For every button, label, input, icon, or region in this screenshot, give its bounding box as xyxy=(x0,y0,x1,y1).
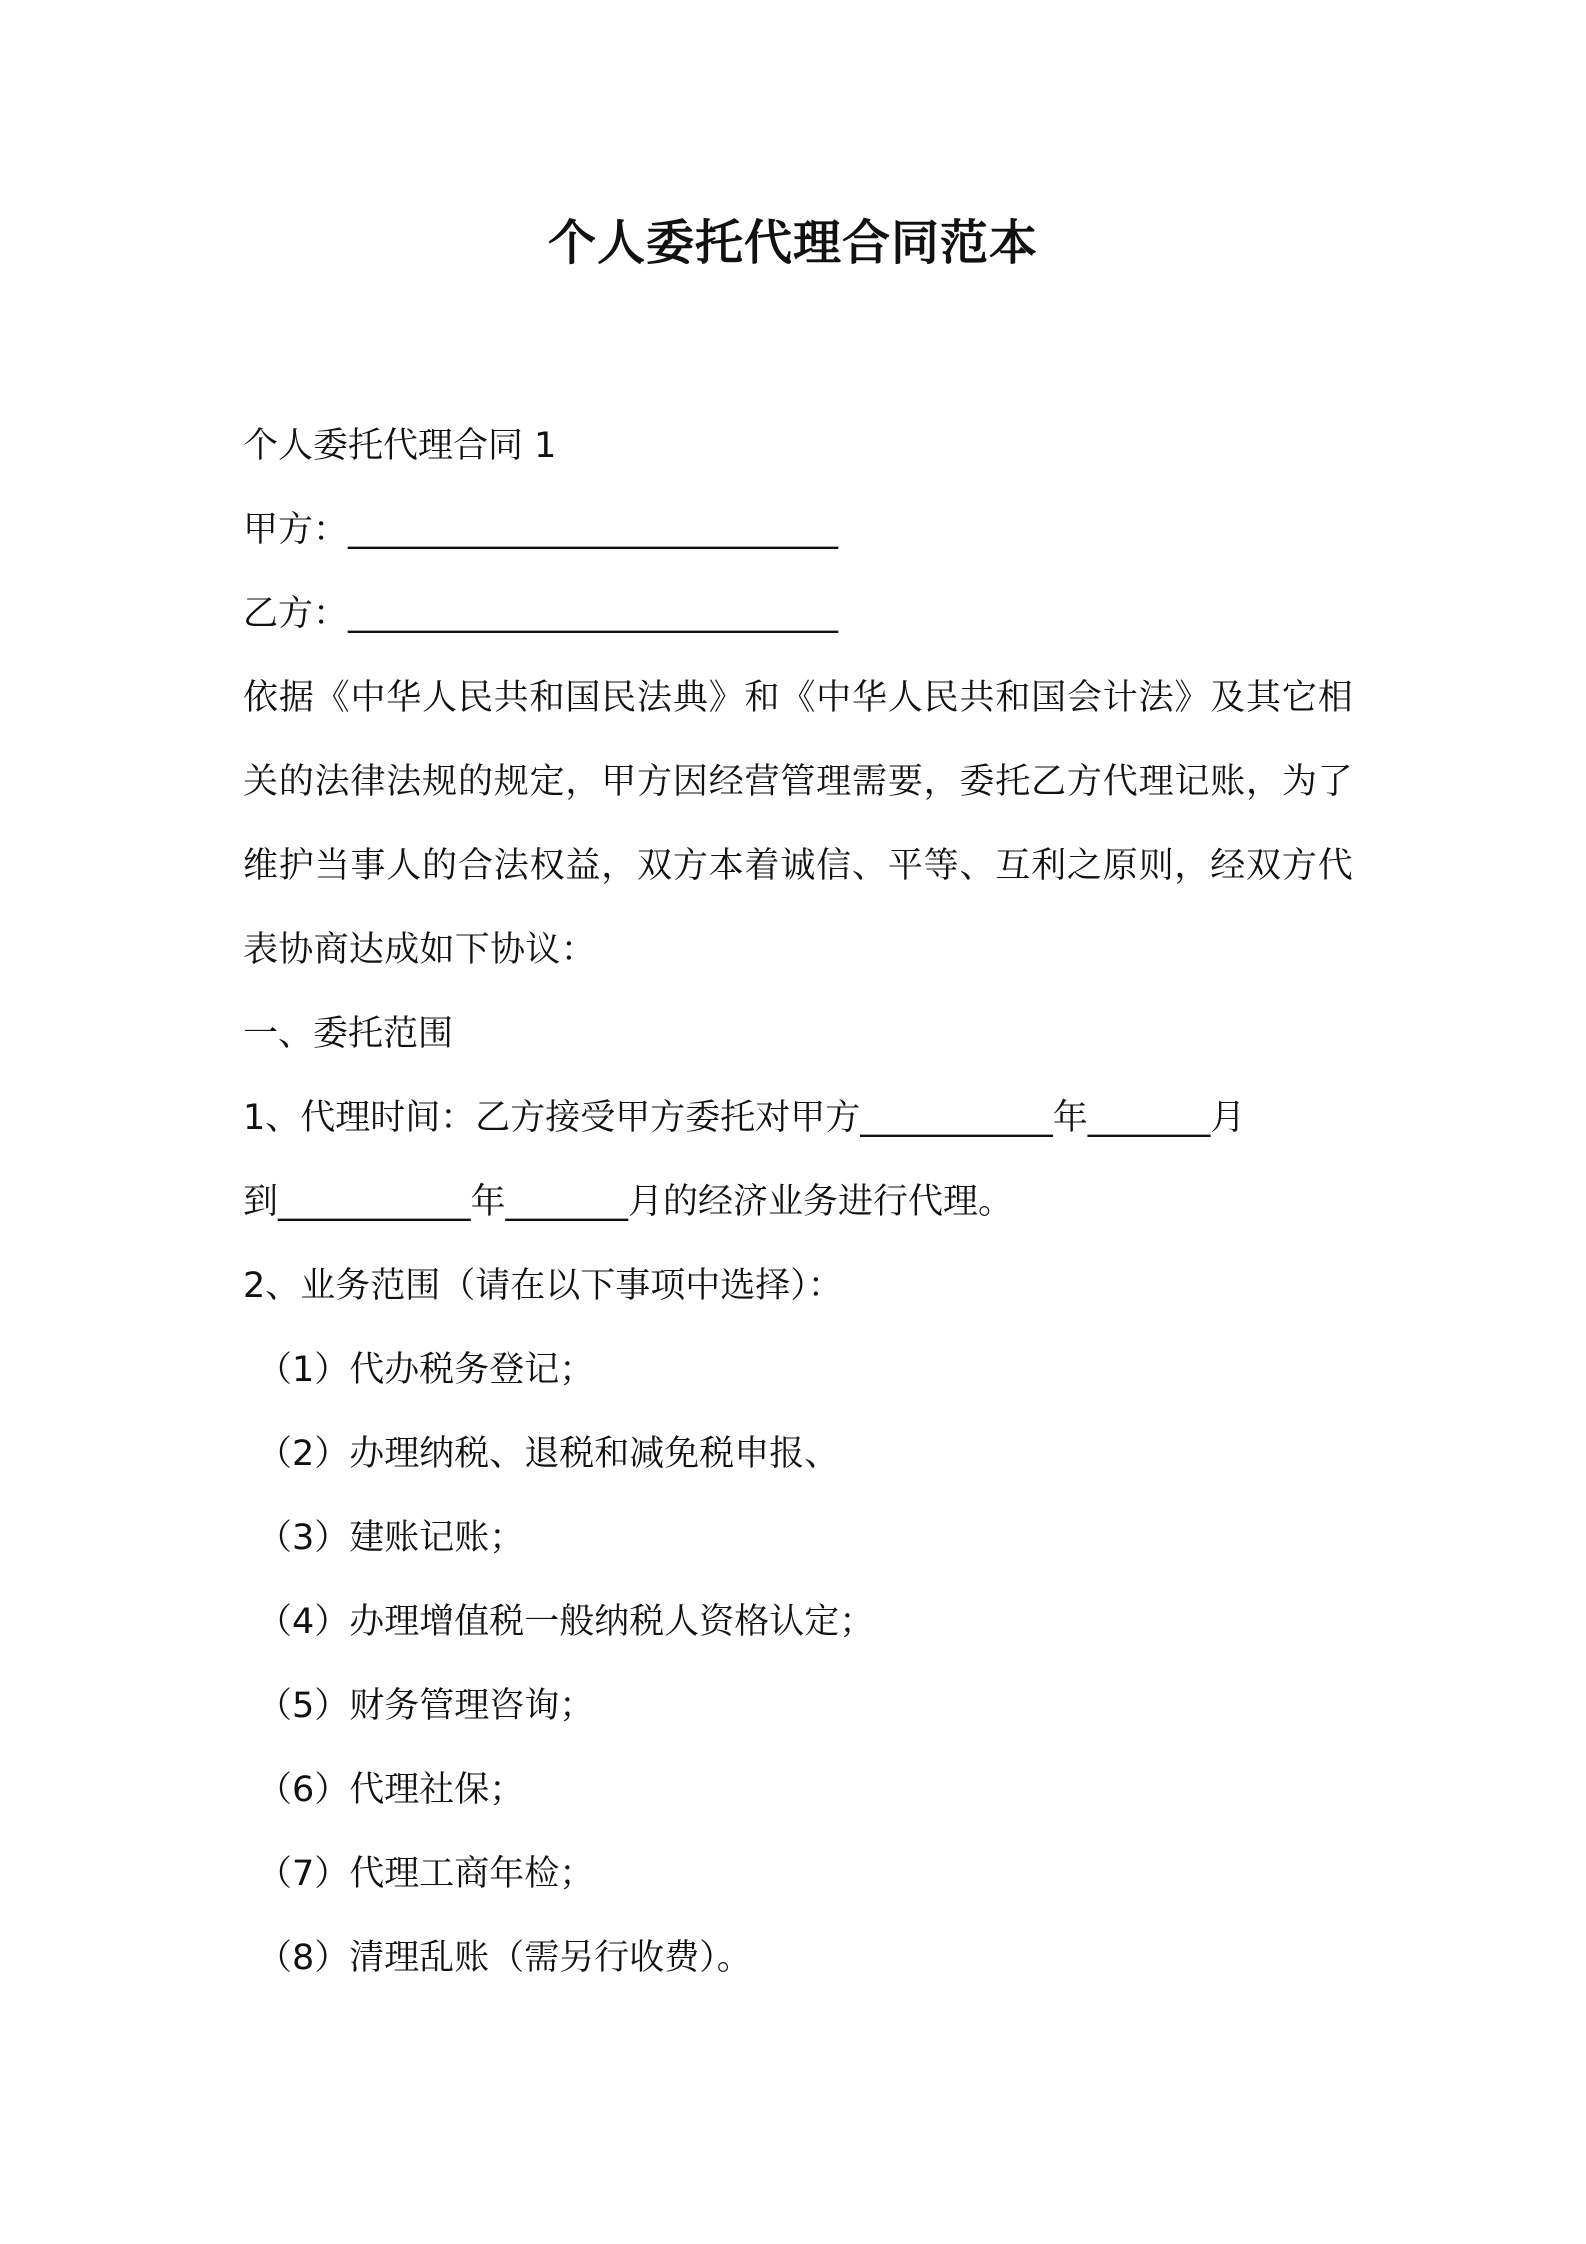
list-item: （6）代理社保； xyxy=(257,1770,525,1810)
document-body xyxy=(243,404,1353,2000)
list-item: （7）代理工商年检； xyxy=(257,1854,595,1894)
section-heading-scope: 一、委托范围 xyxy=(243,1014,454,1054)
document-title: 个人委托代理合同范本 xyxy=(547,215,1038,271)
contract-subtitle: 个人委托代理合同 1 xyxy=(243,426,557,466)
party-b-line: 乙方：____________________________ xyxy=(243,594,839,634)
clause-2-business-scope: 2、业务范围（请在以下事项中选择）： xyxy=(243,1266,843,1306)
list-item: （2）办理纳税、退税和减免税申报、 xyxy=(257,1434,840,1474)
list-item: （1）代办税务登记； xyxy=(257,1350,595,1390)
preamble-paragraph: 依据《中华人民共和国民法典》和《中华人民共和国会计法》及其它相关的法律法规的规定，甲方因经营管理需要，委托乙方代理记账，为了维护当事人的合法权益，双方本着诚信、平等、互利之原则，经双方代表协商达成如下协议： xyxy=(243,678,1353,970)
clause-1-agency-period: 1、代理时间：乙方接受甲方委托对甲方___________年_______月 xyxy=(243,1098,1246,1138)
list-item: （4）办理增值税一般纳税人资格认定； xyxy=(257,1602,875,1642)
clause-1-agency-period-cont: 到___________年_______月的经济业务进行代理。 xyxy=(243,1182,1014,1222)
list-item: （5）财务管理咨询； xyxy=(257,1686,595,1726)
list-item: （3）建账记账； xyxy=(257,1518,525,1558)
list-item: （8）清理乱账（需另行收费）。 xyxy=(257,1938,752,1978)
party-a-line: 甲方：____________________________ xyxy=(243,510,839,550)
